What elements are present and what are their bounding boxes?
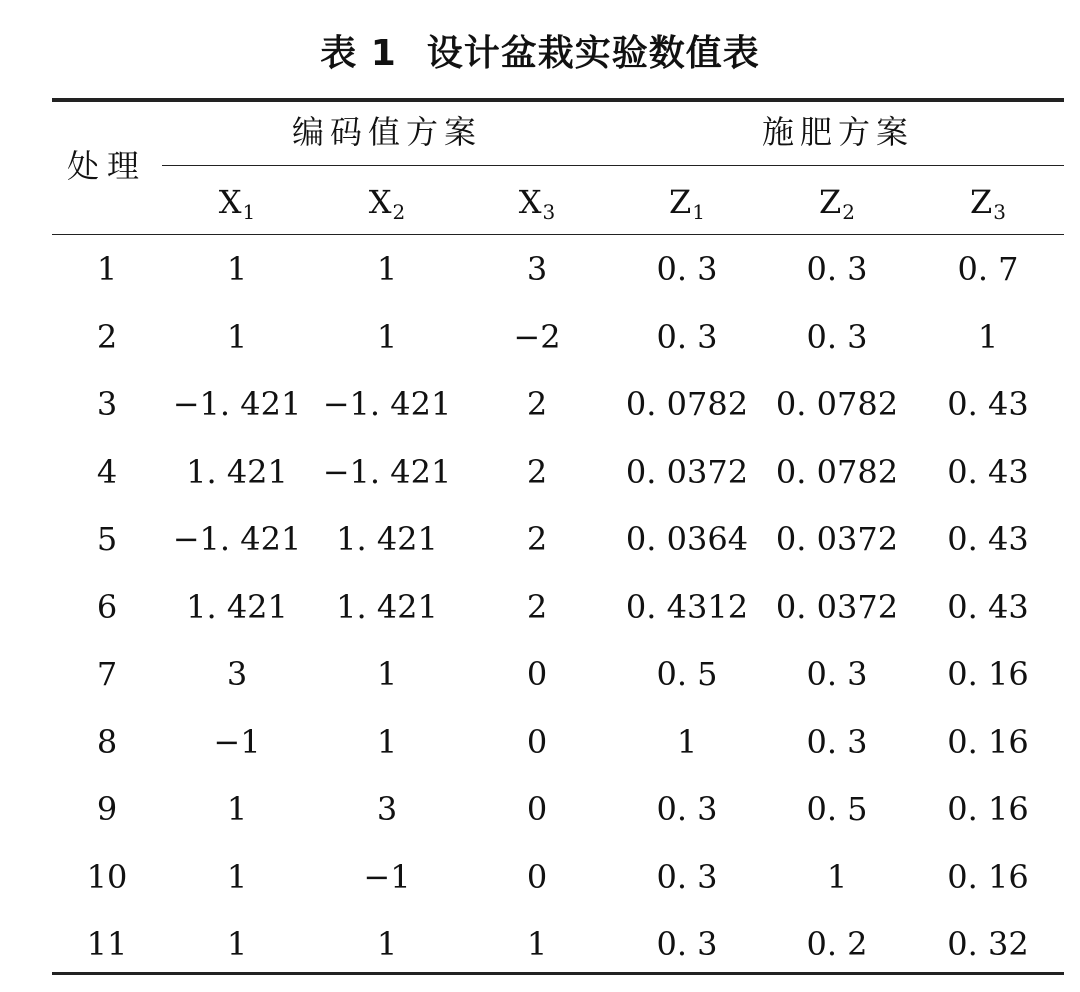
x2-cell: 1 — [376, 925, 398, 963]
treatment-cell: 10 — [86, 857, 128, 896]
header-rule — [52, 234, 1064, 235]
column-header-z1 — [612, 180, 762, 234]
table-row — [52, 709, 1064, 777]
x1-cell: 1 — [226, 857, 248, 896]
table-caption — [0, 24, 1080, 84]
z3-cell: 0. 16 — [947, 722, 1029, 761]
column-header-x2 — [312, 180, 462, 234]
column-header-base: X — [368, 183, 392, 221]
x2-cell: 1 — [376, 722, 398, 761]
x3-cell: 1 — [526, 925, 548, 963]
z1-cell: 0. 3 — [656, 857, 718, 896]
table-row — [52, 304, 1064, 372]
treatment-cell: 1 — [96, 250, 118, 288]
top-rule — [52, 98, 1064, 102]
table-title: 设计盆栽实验数值表 — [426, 33, 760, 74]
z3-cell: 0. 32 — [947, 925, 1029, 963]
x3-cell: 2 — [526, 587, 548, 626]
z2-cell: 0. 3 — [806, 250, 868, 288]
table-row — [52, 371, 1064, 439]
treatment-cell: 8 — [96, 722, 118, 761]
z1-cell: 0. 3 — [656, 250, 718, 288]
treatment-cell: 11 — [86, 925, 128, 963]
x2-cell: −1. 421 — [322, 385, 452, 423]
table-row — [52, 574, 1064, 642]
x2-cell: 1 — [376, 317, 398, 356]
x3-cell: 3 — [526, 250, 548, 288]
column-header-base: X — [518, 183, 542, 221]
column-header-x3 — [462, 180, 612, 234]
column-header-subscript: 3 — [542, 200, 556, 224]
z3-cell: 0. 43 — [947, 452, 1029, 491]
x1-cell: 1. 421 — [186, 587, 288, 626]
z2-cell: 0. 0372 — [775, 520, 899, 558]
z2-cell: 1 — [826, 857, 848, 896]
z1-cell: 1 — [676, 722, 698, 761]
z3-cell: 0. 16 — [947, 857, 1029, 896]
z3-cell: 0. 43 — [947, 520, 1029, 558]
x3-cell: 2 — [526, 520, 548, 558]
treatment-cell: 6 — [96, 587, 118, 626]
x1-cell: 3 — [226, 655, 248, 693]
z3-cell: 0. 16 — [947, 790, 1029, 828]
column-header-z3 — [912, 180, 1064, 234]
z3-cell: 1 — [977, 317, 999, 356]
z2-cell: 0. 3 — [806, 655, 868, 693]
table-row — [52, 236, 1064, 304]
x3-cell: 2 — [526, 385, 548, 423]
z1-cell: 0. 4312 — [625, 587, 749, 626]
treatment-cell: 7 — [96, 655, 118, 693]
column-header-base: Z — [819, 183, 842, 221]
z2-cell: 0. 3 — [806, 722, 868, 761]
row-label-header: 处理 — [66, 147, 147, 185]
treatment-cell: 5 — [96, 520, 118, 558]
column-header-base: Z — [970, 183, 993, 221]
column-header-base: X — [218, 183, 242, 221]
z3-cell: 0. 43 — [947, 385, 1029, 423]
z2-cell: 0. 5 — [806, 790, 868, 828]
x2-cell: 1. 421 — [336, 587, 438, 626]
table-row — [52, 844, 1064, 912]
treatment-cell: 2 — [96, 317, 118, 356]
x1-cell: 1. 421 — [186, 452, 288, 491]
column-header-subscript: 1 — [242, 200, 256, 224]
x3-cell: 0 — [526, 722, 548, 761]
x1-cell: 1 — [226, 925, 248, 963]
z3-cell: 0. 16 — [947, 655, 1029, 693]
x3-cell: 0 — [526, 655, 548, 693]
z2-cell: 0. 0782 — [775, 385, 899, 423]
x2-cell: 1 — [376, 250, 398, 288]
z2-cell: 0. 0372 — [775, 587, 899, 626]
group-divider-rule — [162, 165, 1064, 166]
x1-cell: 1 — [226, 317, 248, 356]
table-number: 表 1 — [320, 33, 397, 74]
x3-cell: 2 — [526, 452, 548, 491]
z2-cell: 0. 0782 — [775, 452, 899, 491]
column-header-subscript: 2 — [392, 200, 406, 224]
z2-cell: 0. 3 — [806, 317, 868, 356]
column-header-subscript: 2 — [842, 200, 855, 224]
x3-cell: 0 — [526, 790, 548, 828]
column-header-z2 — [762, 180, 912, 234]
column-header-subscript: 3 — [993, 200, 1006, 224]
x2-cell: 1. 421 — [336, 520, 438, 558]
x1-cell: 1 — [226, 790, 248, 828]
z1-cell: 0. 3 — [656, 790, 718, 828]
z2-cell: 0. 2 — [806, 925, 868, 963]
z1-cell: 0. 0372 — [625, 452, 749, 491]
column-header-subscript: 1 — [692, 200, 705, 224]
table-row — [52, 776, 1064, 844]
treatment-cell: 9 — [96, 790, 118, 828]
x1-cell: −1. 421 — [172, 385, 302, 423]
column-header-base: Z — [669, 183, 692, 221]
table-row — [52, 911, 1064, 979]
z1-cell: 0. 0782 — [625, 385, 749, 423]
treatment-cell: 3 — [96, 385, 118, 423]
x2-cell: 1 — [376, 655, 398, 693]
z1-cell: 0. 3 — [656, 925, 718, 963]
z3-cell: 0. 43 — [947, 587, 1029, 626]
treatment-cell: 4 — [96, 452, 118, 491]
x2-cell: 3 — [376, 790, 398, 828]
x1-cell: 1 — [226, 250, 248, 288]
x3-cell: 0 — [526, 857, 548, 896]
fertilizer-group-header: 施肥方案 — [761, 113, 914, 151]
x2-cell: −1 — [363, 857, 411, 896]
table-body — [52, 236, 1064, 979]
coded-value-group-header: 编码值方案 — [291, 113, 482, 151]
x2-cell: −1. 421 — [322, 452, 452, 491]
table-row — [52, 506, 1064, 574]
x1-cell: −1. 421 — [172, 520, 302, 558]
z1-cell: 0. 5 — [656, 655, 718, 693]
column-header-x1 — [162, 180, 312, 234]
z1-cell: 0. 0364 — [625, 520, 749, 558]
table-row — [52, 641, 1064, 709]
x3-cell: −2 — [513, 317, 561, 356]
z3-cell: 0. 7 — [957, 250, 1019, 288]
table-row — [52, 439, 1064, 507]
z1-cell: 0. 3 — [656, 317, 718, 356]
x1-cell: −1 — [213, 722, 261, 761]
